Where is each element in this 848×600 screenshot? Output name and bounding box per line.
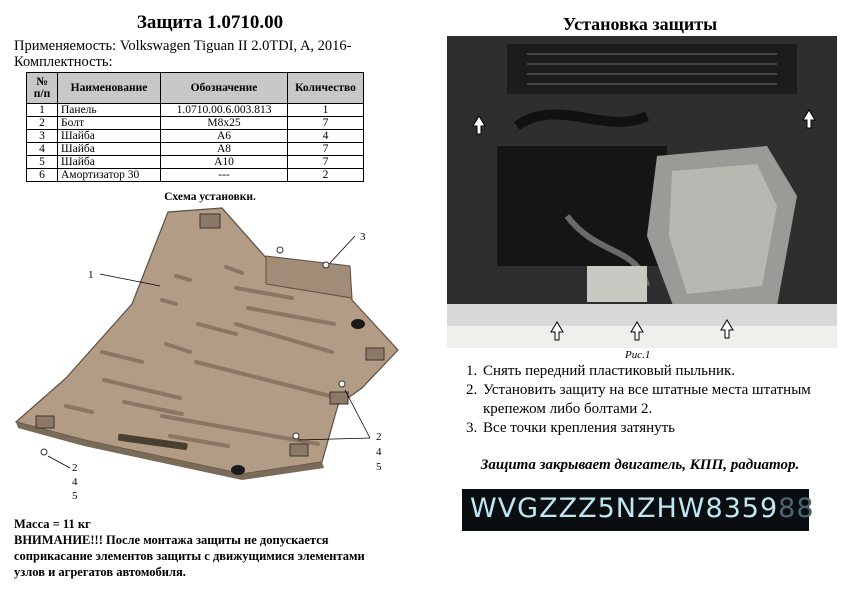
- table-row: [27, 130, 364, 143]
- rubber-damper: [351, 319, 365, 329]
- step-item: 2. Установить защиту на все штатные места штатным крепежом либо болтами 2.: [481, 381, 848, 419]
- cover-note: Защита закрывает двигатель, КПП, радиатор.: [480, 457, 800, 473]
- row-designation: ---: [161, 169, 288, 182]
- engine-bay-illustration: [447, 36, 837, 348]
- col-quantity-header: Количество: [288, 73, 364, 104]
- mass-label: Масса = 11 кг: [14, 517, 91, 531]
- vin-faded: 88: [778, 493, 815, 524]
- callout-left-2: 2: [72, 462, 78, 474]
- row-number: 6: [27, 169, 58, 182]
- callout-1: 1: [88, 269, 94, 281]
- row-quantity: 7: [288, 143, 364, 156]
- row-quantity: 7: [288, 117, 364, 130]
- step-item: 1. Снять передний пластиковый пыльник.: [481, 362, 848, 381]
- callout-left-4: 4: [72, 476, 78, 488]
- figure-caption: Рис.1: [625, 349, 651, 361]
- vin-text: [470, 493, 815, 524]
- callout-right-2: 2: [376, 431, 382, 443]
- vin-main: WVGZZZ5NZHW8359: [470, 493, 779, 524]
- row-quantity: 2: [288, 169, 364, 182]
- leader-line-right: [345, 390, 370, 438]
- table-row: [27, 104, 364, 117]
- row-name: Болт: [58, 117, 161, 130]
- schema-title: Схема установки.: [164, 191, 256, 203]
- col-designation-header: Обозначение: [161, 73, 288, 104]
- row-number: 5: [27, 156, 58, 169]
- vin-plate: [462, 489, 815, 531]
- applicability-line: Применяемость: Volkswagen Tiguan II 2.0TDI, A, 2016-: [14, 38, 352, 54]
- col-name-header: Наименование: [58, 73, 161, 104]
- row-name: Шайба: [58, 130, 161, 143]
- subframe-light: [447, 326, 837, 348]
- pump-unit: [587, 266, 647, 302]
- row-number: 1: [27, 104, 58, 117]
- row-name: Шайба: [58, 143, 161, 156]
- table-row: [27, 117, 364, 130]
- leader-line-3: [330, 236, 355, 263]
- row-designation: A10: [161, 156, 288, 169]
- row-designation: A8: [161, 143, 288, 156]
- table-row: [27, 169, 364, 182]
- step-item: 3. Все точки крепления затянуть: [481, 419, 848, 438]
- row-name: Шайба: [58, 156, 161, 169]
- table-row: [27, 156, 364, 169]
- row-designation: A6: [161, 130, 288, 143]
- warning-text: ВНИМАНИЕ!!! После монтажа защиты не допускается соприкасание элементов защиты с движущимися элементами узлов и агрегатов автомобиля.: [14, 533, 365, 579]
- row-number: 3: [27, 130, 58, 143]
- install-steps: [464, 362, 848, 438]
- install-title: Установка защиты: [562, 14, 718, 34]
- gearbox-highlight: [669, 164, 777, 294]
- callout-right-5: 5: [376, 461, 382, 473]
- installation-diagram: [0, 200, 420, 515]
- row-quantity: 1: [288, 104, 364, 117]
- skid-plate-panel: [16, 208, 398, 474]
- col-number-header: № п/п: [27, 73, 58, 104]
- engine-block: [497, 146, 667, 266]
- complect-label: Комплектность:: [14, 54, 113, 70]
- row-number: 4: [27, 143, 58, 156]
- engine-bay-photo: [447, 36, 837, 348]
- row-designation: M8x25: [161, 117, 288, 130]
- row-quantity: 7: [288, 156, 364, 169]
- table-row: [27, 143, 364, 156]
- rubber-damper: [231, 465, 245, 475]
- row-name: Амортизатор 30: [58, 169, 161, 182]
- table-header-row: [27, 73, 364, 104]
- leader-line-left: [48, 456, 70, 468]
- parts-table: [26, 72, 364, 182]
- radiator-frame: [507, 44, 797, 94]
- row-number: 2: [27, 117, 58, 130]
- row-quantity: 4: [288, 130, 364, 143]
- callout-right-4: 4: [376, 446, 382, 458]
- row-name: Панель: [58, 104, 161, 117]
- callout-left-5: 5: [72, 490, 78, 502]
- row-designation: 1.0710.00.6.003.813: [161, 104, 288, 117]
- document-title: Защита 1.0710.00: [136, 12, 284, 33]
- callout-3: 3: [360, 231, 366, 243]
